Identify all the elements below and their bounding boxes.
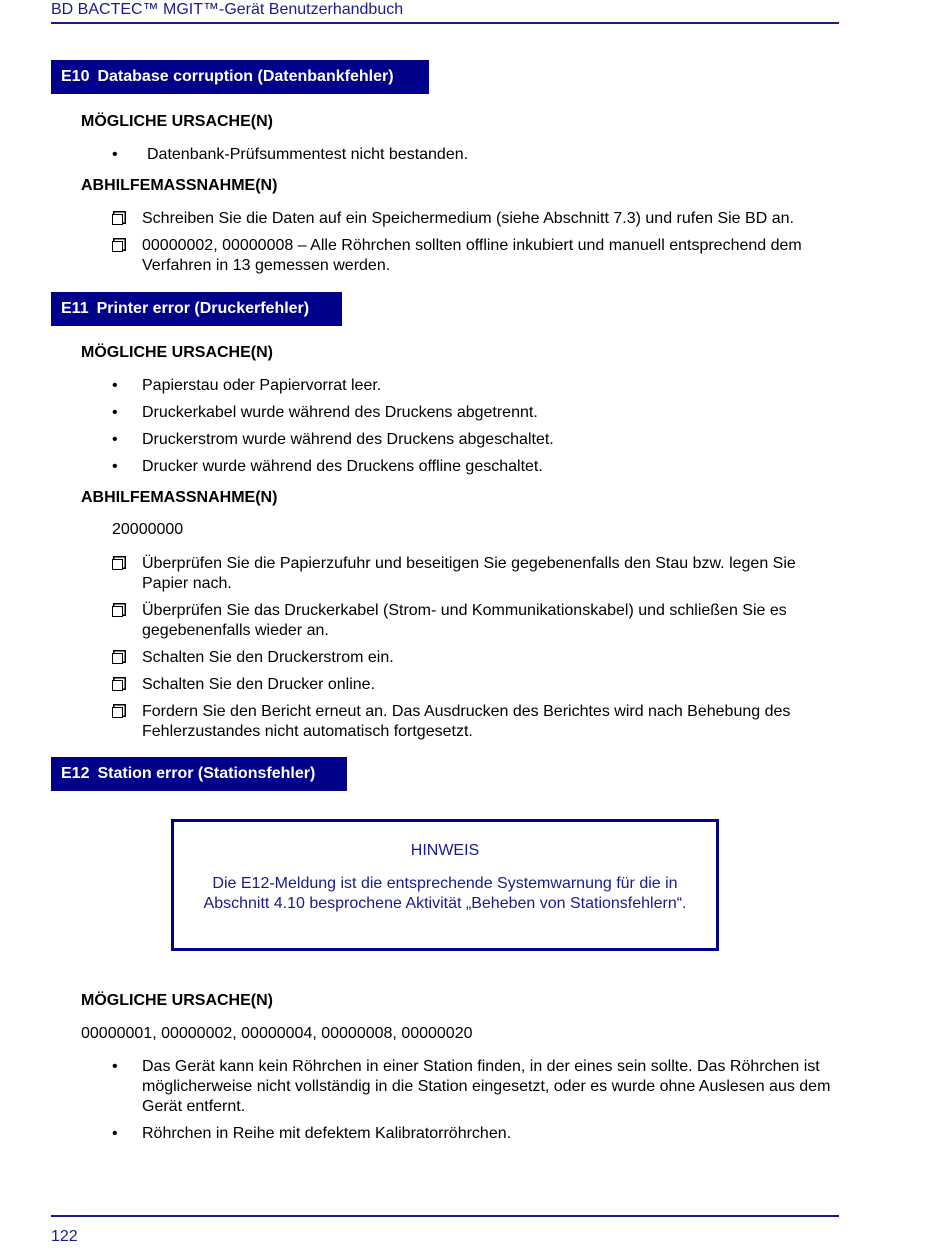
footer-rule	[51, 1215, 839, 1217]
remedy-heading: ABHILFEMASSNAHME(N)	[81, 489, 278, 506]
list-item: Überprüfen Sie die Papierzufuhr und beseitigen Sie gegebenenfalls den Stau bzw. legen Sie Papier nach.	[112, 554, 842, 594]
list-item: 00000002, 00000008 – Alle Röhrchen sollten offline inkubiert und manuell entsprechend dem Verfahren in 13 gemessen werden.	[112, 236, 842, 276]
remedy-heading: ABHILFEMASSNAHME(N)	[81, 177, 278, 194]
bullet-icon: •	[112, 431, 118, 448]
section-heading-e10	[51, 60, 429, 94]
checkbox-icon	[112, 209, 142, 231]
header-rule	[51, 22, 839, 24]
section-code: E11	[61, 300, 89, 317]
list-item: • Druckerkabel wurde während des Druckens abgetrennt.	[112, 404, 538, 421]
cause-heading: MÖGLICHE URSACHE(N)	[81, 992, 273, 1009]
list-item: • Drucker wurde während des Druckens offline geschaltet.	[112, 458, 543, 475]
section-heading-e12	[51, 757, 347, 791]
section-title: Station error (Stationsfehler)	[97, 765, 316, 782]
bullet-icon: •	[112, 404, 118, 421]
checkbox-icon	[112, 675, 142, 697]
list-item: • Datenbank-Prüfsummentest nicht bestanden.	[112, 146, 469, 163]
list-item: Fordern Sie den Bericht erneut an. Das Ausdrucken des Berichtes wird nach Behebung des Fehlerzustandes nicht automatisch fortgesetzt.	[112, 702, 842, 742]
cause-heading: MÖGLICHE URSACHE(N)	[81, 344, 273, 361]
list-item: • Das Gerät kann kein Röhrchen in einer Station finden, in der eines sein sollte. Das Röhrchen ist möglicherweise nicht vollständig in die Station eingesetzt, oder es wurde ohne Auslesen aus dem Gerät entfernt.	[112, 1058, 831, 1115]
list-item: Überprüfen Sie das Druckerkabel (Strom- und Kommunikationskabel) und schließen Sie es gegebenenfalls wieder an.	[112, 601, 842, 641]
section-heading-e11	[51, 292, 342, 326]
section-title: Printer error (Druckerfehler)	[96, 300, 310, 317]
list-item: • Druckerstrom wurde während des Druckens abgeschaltet.	[112, 431, 554, 448]
bullet-icon: •	[112, 1125, 118, 1142]
list-item: Schalten Sie den Druckerstrom ein.	[112, 648, 842, 668]
section-code: E10	[61, 68, 90, 85]
list-item: Schreiben Sie die Daten auf ein Speichermedium (siehe Abschnitt 7.3) und rufen Sie BD an.	[112, 209, 842, 229]
note-text: Die E12-Meldung ist die entsprechende Systemwarnung für die in Abschnitt 4.10 besprochene Aktivität „Beheben von Stationsfehlern“.	[203, 875, 687, 912]
note-title: HINWEIS	[410, 842, 480, 859]
checkbox-icon	[112, 648, 142, 670]
checkbox-icon	[112, 236, 142, 258]
list-item: Schalten Sie den Drucker online.	[112, 675, 842, 695]
page-number: 122	[51, 1228, 78, 1245]
checkbox-icon	[112, 702, 142, 724]
bullet-icon: •	[112, 377, 118, 394]
cause-codes: 00000001, 00000002, 00000004, 00000008, 00000020	[81, 1025, 473, 1042]
section-title: Database corruption (Datenbankfehler)	[97, 68, 394, 85]
checkbox-icon	[112, 601, 142, 623]
header-title: BD BACTEC™ MGIT™-Gerät Benutzerhandbuch	[51, 1, 404, 18]
list-item: • Papierstau oder Papiervorrat leer.	[112, 377, 382, 394]
cause-heading: MÖGLICHE URSACHE(N)	[81, 113, 273, 130]
list-item: • Röhrchen in Reihe mit defektem Kalibratorröhrchen.	[112, 1125, 512, 1142]
checkbox-icon	[112, 554, 142, 576]
remedy-code: 20000000	[112, 521, 184, 538]
note-box	[171, 819, 719, 951]
section-code: E12	[61, 765, 90, 782]
bullet-icon: •	[112, 458, 118, 475]
bullet-icon: •	[112, 1058, 118, 1075]
bullet-icon: •	[112, 146, 118, 163]
